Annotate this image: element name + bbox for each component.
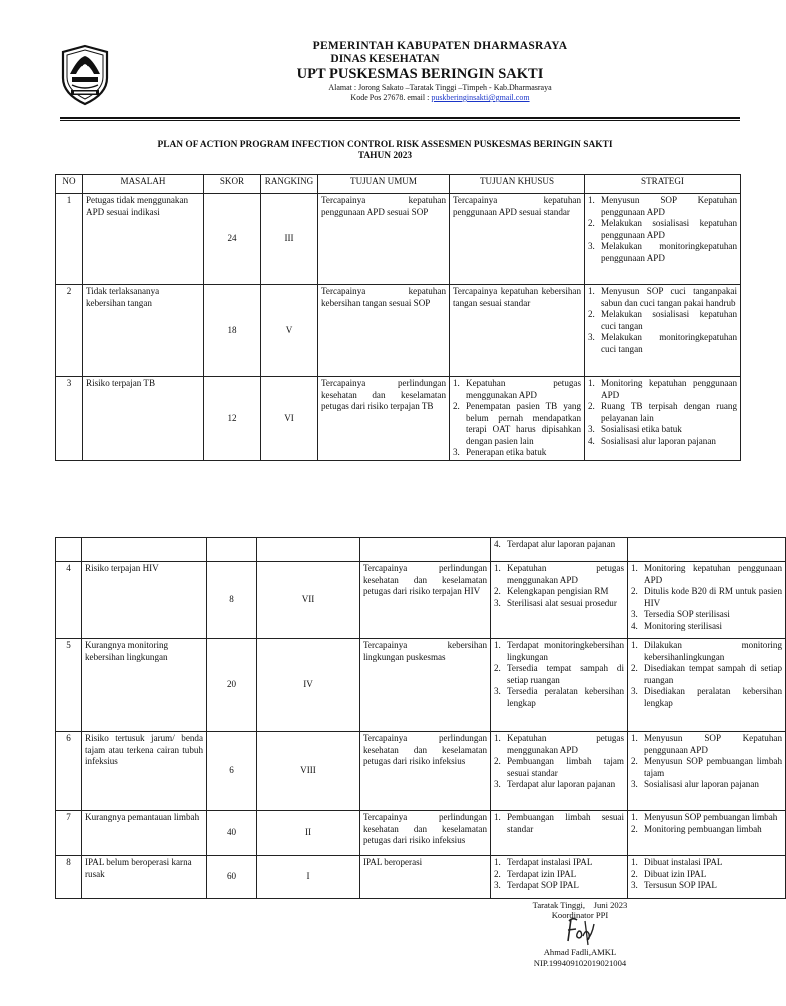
list-item xyxy=(494,663,624,686)
list-item-text: Penempatan pasien TB yang belum pernah mendapatkan terapi OAT harus dipisahkan dengan pasien lain xyxy=(466,401,581,446)
list-item-text: Monitoring sterilisasi xyxy=(644,620,723,631)
row-masalah: Risiko terpajan HIV xyxy=(82,562,207,639)
list-item xyxy=(494,563,624,586)
row-strategi xyxy=(628,732,786,811)
row-rangking: III xyxy=(261,194,318,285)
email-link[interactable]: puskberinginsakti@gmail.com xyxy=(431,93,530,102)
row-tujuan-khusus xyxy=(491,639,628,732)
row-tujuan-umum: Tercapainya perlindungan kesehatan dan keselamatan petugas dari risiko terpajan HIV xyxy=(360,562,491,639)
list-item-number: 4. xyxy=(588,435,595,446)
row-strategi xyxy=(585,377,741,461)
list-item-number: 1. xyxy=(494,563,501,573)
list-item-number: 2. xyxy=(631,663,638,673)
row-tujuan-umum: Tercapainya kepatuhan penggunaan APD sesuai SOP xyxy=(318,194,450,285)
list-item xyxy=(588,436,737,448)
row-no: 5 xyxy=(56,639,82,732)
row-strategi xyxy=(628,811,786,856)
list-item xyxy=(631,621,782,633)
list-item xyxy=(631,756,782,779)
list-item xyxy=(631,640,782,663)
list-item-number: 3. xyxy=(631,880,638,890)
row-no: 2 xyxy=(56,285,83,377)
list-item-text: Tersusun SOP IPAL xyxy=(644,880,717,890)
document-title xyxy=(60,140,710,162)
row-masalah: Tidak terlaksananya kebersihan tangan xyxy=(83,285,204,377)
list-item xyxy=(631,857,782,869)
list-item xyxy=(453,447,581,459)
letterhead xyxy=(0,36,768,116)
list-item-number: 1. xyxy=(631,640,638,650)
list-item xyxy=(588,378,737,401)
list-item-number: 1. xyxy=(494,857,501,867)
row-tujuan-khusus xyxy=(491,811,628,856)
list-item-number: 1. xyxy=(631,812,638,822)
list-item xyxy=(631,812,782,824)
list-item-number: 2. xyxy=(588,401,595,411)
table-row xyxy=(56,856,786,899)
list-item-number: 2. xyxy=(631,756,638,766)
list-item xyxy=(631,869,782,881)
list-item-text: Tersedia peralatan kebersihan lengkap xyxy=(507,686,624,708)
list-item-number: 1. xyxy=(494,733,501,743)
header-tujuan-khusus: TUJUAN KHUSUS xyxy=(450,175,585,194)
list-item-number: 3. xyxy=(453,447,460,457)
list-item-number: 1. xyxy=(588,195,595,205)
list-item-text: Kepatuhan petugas menggunakan APD xyxy=(507,563,624,585)
header-tujuan-umum: TUJUAN UMUM xyxy=(318,175,450,194)
list-item-text: Ditulis kode B20 di RM untuk pasien HIV xyxy=(644,586,782,608)
table-row xyxy=(56,194,741,285)
list-item-text: Terdapat monitoringkebersihan lingkungan xyxy=(507,640,624,662)
list-item-text: Terdapat izin IPAL xyxy=(507,868,577,879)
tujuan-khusus-list xyxy=(494,733,624,791)
row-skor: 12 xyxy=(204,377,261,461)
list-item-number: 2. xyxy=(494,586,501,596)
row-rangking: VI xyxy=(261,377,318,461)
table-row xyxy=(56,732,786,811)
row-strategi xyxy=(628,856,786,899)
table-row xyxy=(56,377,741,461)
row-tujuan-umum: Tercapainya perlindungan kesehatan dan keselamatan petugas dari risiko terpajan TB xyxy=(318,377,450,461)
list-item xyxy=(453,401,581,447)
postal-email-line xyxy=(140,93,740,103)
signature-role: Koordinator PPI xyxy=(551,910,609,920)
list-item xyxy=(494,779,624,791)
row-tujuan-khusus: Tercapainya kepatuhan kebersihan tangan sesuai standar xyxy=(450,285,585,377)
row-strategi xyxy=(628,562,786,639)
handwritten-signature-icon xyxy=(563,915,597,947)
row-skor: 20 xyxy=(207,639,257,732)
list-item-text: Ruang TB terpisah dengan ruang pelayanan lain xyxy=(601,401,737,423)
list-item xyxy=(588,195,737,218)
tujuan-khusus-list xyxy=(453,378,581,459)
signature-block-bottom xyxy=(500,947,660,968)
strategi-list xyxy=(631,812,782,835)
table-row xyxy=(56,811,786,856)
list-item xyxy=(494,756,624,779)
tujuan-khusus-list xyxy=(494,640,624,709)
tujuan-khusus-list xyxy=(494,563,624,609)
postal-code: Kode Pos 27678. email : xyxy=(350,93,432,102)
list-item-text: Menyusun SOP Kepatuhan penggunaan APD xyxy=(601,195,737,217)
list-item-number: 3. xyxy=(494,880,501,890)
list-item-text: Disediakan peralatan kebersihan lengkap xyxy=(644,686,782,708)
table-row xyxy=(56,639,786,732)
row-skor: 24 xyxy=(204,194,261,285)
row-tujuan-khusus xyxy=(450,377,585,461)
row-skor: 8 xyxy=(207,562,257,639)
row-strategi xyxy=(628,639,786,732)
government-name: PEMERINTAH KABUPATEN DHARMASRAYA xyxy=(312,40,568,52)
table-row xyxy=(56,562,786,639)
row-rangking: VIII xyxy=(257,732,360,811)
title-line-2: TAHUN 2023 xyxy=(357,151,413,161)
list-item-number: 3. xyxy=(494,597,501,608)
row-masalah: Kurangnya monitoring kebersihan lingkungan xyxy=(82,639,207,732)
table-row xyxy=(56,285,741,377)
list-item-text: Pembuangan limbah sesuai standar xyxy=(507,812,624,834)
row-skor: 60 xyxy=(207,856,257,899)
row-no: 7 xyxy=(56,811,82,856)
list-item xyxy=(631,779,782,791)
strategi-list xyxy=(631,640,782,709)
list-item xyxy=(588,332,737,355)
list-item-text: Menyusun SOP pembuangan limbah tajam xyxy=(644,756,782,778)
list-item xyxy=(588,309,737,332)
list-item-number: 1. xyxy=(453,378,460,388)
row-no: 3 xyxy=(56,377,83,461)
list-item xyxy=(494,640,624,663)
list-item-number: 3. xyxy=(494,686,501,696)
row-strategi xyxy=(585,285,741,377)
signature-place-date: Taratak Tinggi, Juni 2023 xyxy=(532,900,628,910)
tujuan-khusus-list xyxy=(494,857,624,892)
list-item-text: Dilakukan monitoring kebersihanlingkungan xyxy=(644,640,782,662)
list-item-number: 4. xyxy=(631,620,638,631)
list-item xyxy=(631,586,782,609)
list-item xyxy=(494,880,624,892)
list-item xyxy=(494,733,624,756)
row-tujuan-khusus xyxy=(491,856,628,899)
list-item-number: 2. xyxy=(494,756,501,766)
list-item xyxy=(494,686,624,709)
list-item xyxy=(588,424,737,436)
list-item xyxy=(494,812,624,835)
list-item-number: 2. xyxy=(494,663,501,673)
list-item-number: 3. xyxy=(631,609,638,619)
list-item xyxy=(494,586,624,598)
list-item-text: Melakukan sosialisasi kepatuhan penggunaan APD xyxy=(601,218,737,240)
list-item-text: Melakukan monitoringkepatuhan penggunaan APD xyxy=(601,241,737,263)
list-item-text: Monitoring kepatuhan penggunaan APD xyxy=(644,563,782,585)
list-item-text: Kepatuhan petugas menggunakan APD xyxy=(507,733,624,755)
row-masalah: Kurangnya pemantauan limbah xyxy=(82,811,207,856)
list-item-number: 2. xyxy=(494,868,501,879)
strategi-list xyxy=(588,195,737,264)
row-rangking: V xyxy=(261,285,318,377)
list-item-number: 3. xyxy=(494,779,501,789)
address-line: Alamat : Jorong Sakato –Taratak Tinggi –Timpeh - Kab.Dharmasraya xyxy=(328,83,552,92)
list-item xyxy=(588,401,737,424)
list-item xyxy=(631,733,782,756)
header-skor: SKOR xyxy=(204,175,261,194)
row-tujuan-khusus: Tercapainya kepatuhan penggunaan APD sesuai standar xyxy=(450,194,585,285)
list-item xyxy=(494,539,624,551)
list-item-number: 1. xyxy=(588,286,595,296)
list-item xyxy=(631,880,782,892)
letterhead-rule-bottom xyxy=(60,120,740,121)
agency-name: DINAS KESEHATAN xyxy=(330,53,440,65)
row-masalah: Risiko tertusuk jarum/ benda tajam atau terkena cairan tubuh infeksius xyxy=(82,732,207,811)
row-tujuan-umum: Tercapainya kepatuhan kebersihan tangan sesuai SOP xyxy=(318,285,450,377)
list-item-number: 1. xyxy=(631,733,638,743)
list-item xyxy=(631,686,782,709)
plan-of-action-table-part-2 xyxy=(55,537,786,899)
list-item-number: 3. xyxy=(588,241,595,251)
list-item-text: Terdapat SOP IPAL xyxy=(507,880,579,890)
list-item-text: Kepatuhan petugas menggunakan APD xyxy=(466,378,581,400)
row-tujuan-umum: Tercapainya perlindungan kesehatan dan keselamatan petugas dari risiko infeksius xyxy=(360,732,491,811)
letterhead-rule-top xyxy=(60,117,740,119)
unit-name: UPT PUSKESMAS BERINGIN SAKTI xyxy=(296,66,544,82)
tujuan-khusus-list xyxy=(494,812,624,835)
list-item xyxy=(631,824,782,836)
list-item xyxy=(631,563,782,586)
row-no: 6 xyxy=(56,732,82,811)
list-item-number: 2. xyxy=(588,218,595,228)
row-masalah: Risiko terpajan TB xyxy=(83,377,204,461)
list-item-number: 1. xyxy=(631,857,638,867)
list-item-number: 3. xyxy=(631,686,638,696)
list-item xyxy=(631,663,782,686)
letterhead-text xyxy=(140,40,740,103)
list-item-text: Tersedia tempat sampah di setiap ruangan xyxy=(507,663,624,685)
list-item-number: 3. xyxy=(588,424,595,434)
list-item-number: 1. xyxy=(588,378,595,388)
strategi-list xyxy=(631,733,782,791)
list-item-number: 1. xyxy=(494,640,501,650)
header-no: NO xyxy=(56,175,83,194)
list-item-text: Melakukan sosialisasi kepatuhan cuci tangan xyxy=(601,309,737,331)
list-item xyxy=(494,857,624,869)
row-tujuan-umum: Tercapainya kebersihan lingkungan puskesmas xyxy=(360,639,491,732)
signatory-nip: NIP.199409102019021004 xyxy=(533,957,627,968)
list-item-text: Monitoring kepatuhan penggunaan APD xyxy=(601,378,737,400)
list-item-text: Dibuat izin IPAL xyxy=(644,868,707,879)
list-item-number: 1. xyxy=(631,563,638,573)
list-item-text: Sosialisasi alur laporan pajanan xyxy=(644,779,759,789)
list-item-text: Menyusun SOP pembuangan limbah xyxy=(644,812,778,822)
row-no: 1 xyxy=(56,194,83,285)
row-skor: 18 xyxy=(204,285,261,377)
list-item-text: Melakukan monitoringkepatuhan cuci tangan xyxy=(601,332,737,354)
plan-of-action-table-part-1 xyxy=(55,174,741,461)
list-item-text: Sosialisasi alur laporan pajanan xyxy=(601,435,716,446)
list-item-text: Dibuat instalasi IPAL xyxy=(644,857,723,867)
tujuan-khusus-list xyxy=(494,539,624,551)
list-item-text: Sosialisasi etika batuk xyxy=(601,424,682,434)
list-item-text: Penerapan etika batuk xyxy=(466,447,547,457)
list-item-text: Monitoring pembuangan limbah xyxy=(644,823,762,834)
list-item-text: Terdapat instalasi IPAL xyxy=(507,857,593,867)
list-item-number: 2. xyxy=(631,868,638,879)
list-item-text: Menyusun SOP Kepatuhan penggunaan APD xyxy=(644,733,782,755)
list-item-number: 4. xyxy=(494,539,501,549)
header-masalah: MASALAH xyxy=(83,175,204,194)
list-item xyxy=(588,286,737,309)
list-item-text: Disediakan tempat sampah di setiap ruangan xyxy=(644,663,782,685)
list-item xyxy=(588,241,737,264)
row-tujuan-umum: IPAL beroperasi xyxy=(360,856,491,899)
title-line-1: PLAN OF ACTION PROGRAM INFECTION CONTROL RISK ASSESMEN PUSKESMAS BERINGIN SAKTI xyxy=(157,140,613,150)
list-item-number: 2. xyxy=(453,401,460,411)
strategi-list xyxy=(588,286,737,355)
row-skor: 40 xyxy=(207,811,257,856)
list-item xyxy=(453,378,581,401)
list-item-text: Terdapat alur laporan pajanan xyxy=(507,779,616,789)
list-item-text: Tersedia SOP sterilisasi xyxy=(644,609,730,619)
row-rangking: II xyxy=(257,811,360,856)
header-strategi: STRATEGI xyxy=(585,175,741,194)
list-item-text: Sterilisasi alat sesuai prosedur xyxy=(507,597,617,608)
list-item-number: 2. xyxy=(631,823,638,834)
row-no: 4 xyxy=(56,562,82,639)
list-item-text: Pembuangan limbah tajam sesuai standar xyxy=(507,756,624,778)
list-item xyxy=(494,598,624,610)
row-masalah: Petugas tidak menggunakan APD sesuai indikasi xyxy=(83,194,204,285)
table-header-row xyxy=(56,175,741,194)
list-item-number: 1. xyxy=(494,812,501,822)
list-item-number: 3. xyxy=(588,332,595,342)
list-item-text: Kelengkapan pengisian RM xyxy=(507,586,609,596)
strategi-list xyxy=(631,857,782,892)
list-item-number: 2. xyxy=(631,586,638,596)
strategi-list xyxy=(631,563,782,632)
row-rangking: IV xyxy=(257,639,360,732)
row-tujuan-khusus xyxy=(491,538,628,562)
list-item-text: Terdapat alur laporan pajanan xyxy=(507,539,616,549)
row-tujuan-umum: Tercapainya perlindungan kesehatan dan keselamatan petugas dari risiko infeksius xyxy=(360,811,491,856)
table-row-continued xyxy=(56,538,786,562)
list-item-number: 3. xyxy=(631,779,638,789)
row-tujuan-khusus xyxy=(491,562,628,639)
header-rangking: RANGKING xyxy=(261,175,318,194)
row-masalah: IPAL belum beroperasi karna rusak xyxy=(82,856,207,899)
list-item xyxy=(631,609,782,621)
row-tujuan-khusus xyxy=(491,732,628,811)
row-rangking: VII xyxy=(257,562,360,639)
strategi-list xyxy=(588,378,737,447)
list-item xyxy=(588,218,737,241)
row-skor: 6 xyxy=(207,732,257,811)
signatory-name: Ahmad Fadli,AMKL xyxy=(543,947,617,957)
list-item-number: 2. xyxy=(588,309,595,319)
row-strategi xyxy=(585,194,741,285)
list-item xyxy=(494,869,624,881)
row-no: 8 xyxy=(56,856,82,899)
row-rangking: I xyxy=(257,856,360,899)
list-item-text: Menyusun SOP cuci tanganpakai sabun dan cuci tangan pakai handrub xyxy=(601,286,737,308)
